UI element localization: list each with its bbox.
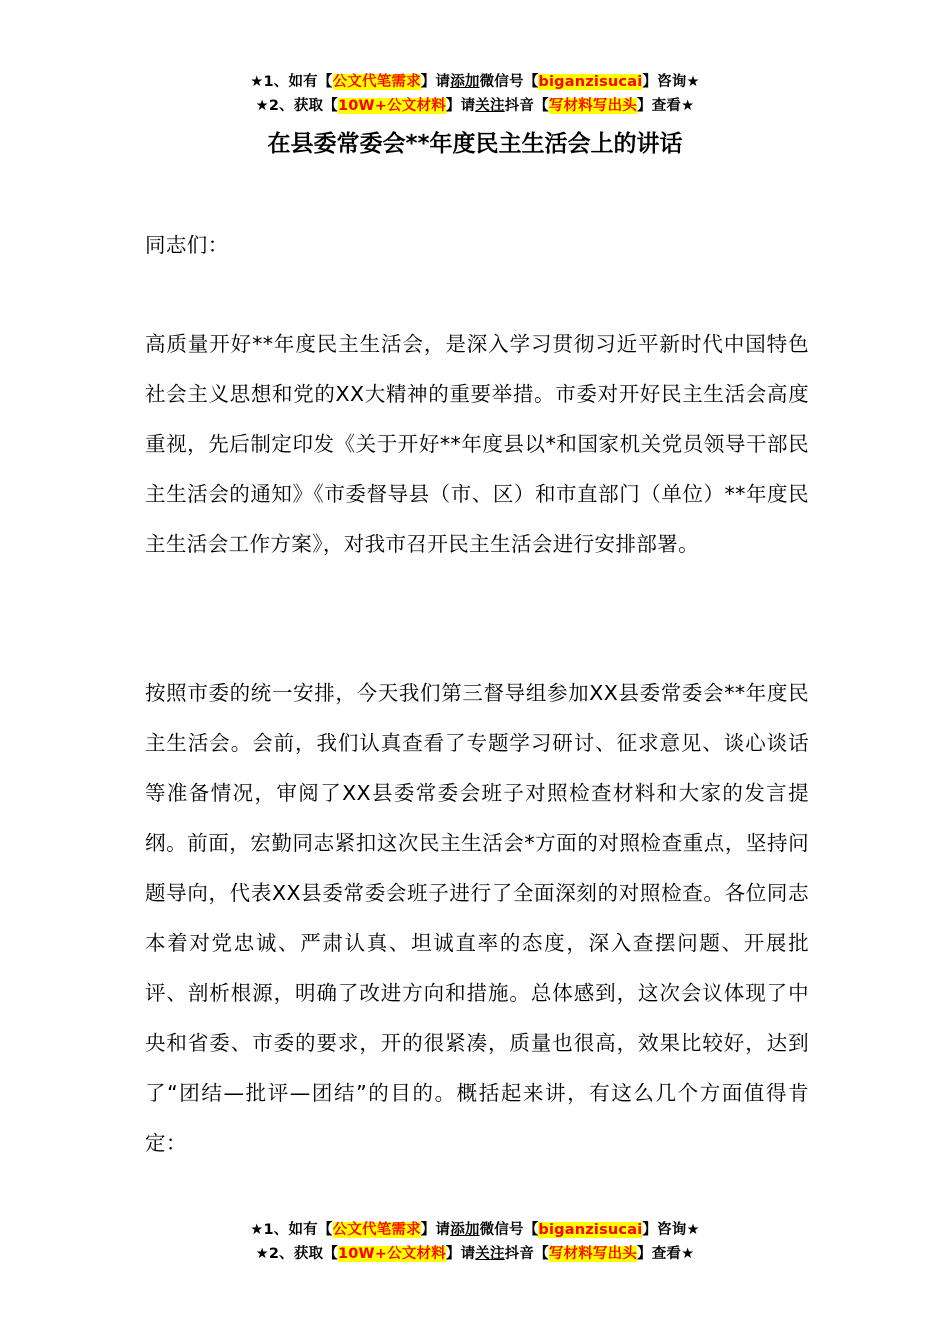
promo-text: ★2、获取【 [255,98,338,114]
promo-text: 】请 [445,98,476,114]
promo-text: 微信号【 [479,1222,539,1238]
promo-text: 抖音【 [504,1246,549,1262]
promo-line-2 [0,1242,950,1266]
promo-highlight: 10W+公文材料 [337,98,446,114]
promo-highlight: 10W+公文材料 [337,1246,446,1262]
promo-underline: 添加 [450,74,480,90]
paragraph-text: 按照市委的统一安排，今天我们第三督导组参加XX县委常委会**年度民主生活会。会前，我们认真查看了专题学习研讨、征求意见、谈心谈话等准备情况，审阅了XX县委常委会班子对照检查材料和大家的发言提纲。前面，宏勤同志紧扣这次民主生活会*方面的对照检查重点，坚持问题导向，代表XX县委常委会班子进行了全面深刻的对照检查。各位同志本着对党忠诚、严肃认真、坦诚直率的态度，深入查摆问题、开展批评、剖析根源，明确了改进方向和措施。总体感到，这次会议体现了中央和省委、市委的要求，开的很紧凑，质量也很高，效果比较好，达到了“团结—批评—团结”的目的。概括起来讲，有这么几个方面值得肯定： [145,681,809,1155]
promo-underline: 关注 [475,1246,505,1262]
promo-text: ★1、如有【 [250,1222,333,1238]
promo-footer [0,1218,950,1266]
promo-underline: 添加 [450,1222,480,1238]
paragraph [145,319,809,569]
promo-text: 】咨询★ [642,74,700,90]
document-title: 在县委常委会**年度民主生活会上的讲话 [267,131,683,157]
promo-highlight: 公文代笔需求 [332,1222,421,1238]
promo-highlight: 公文代笔需求 [332,74,421,90]
promo-header [0,70,950,118]
promo-line-1 [0,70,950,94]
promo-text: ★1、如有【 [250,74,333,90]
promo-text: 】咨询★ [642,1222,700,1238]
promo-text: 】请 [420,74,451,90]
promo-douyin-id: 写材料写出头 [548,1246,638,1262]
paragraph-text: 高质量开好**年度民主生活会，是深入学习贯彻习近平新时代中国特色社会主义思想和党的XX大精神的重要举措。市委对开好民主生活会高度重视，先后制定印发《关于开好**年度县以*和国家机关党员领导干部民主生活会的通知》《市委督导县（市、区）和市直部门（单位）**年度民主生活会工作方案》，对我市召开民主生活会进行安排部署。 [145,332,809,556]
promo-text: 】查看★ [637,98,695,114]
promo-text: 】查看★ [637,1246,695,1262]
promo-line-1 [0,1218,950,1242]
promo-line-2 [0,94,950,118]
promo-text: 】请 [445,1246,476,1262]
paragraph [145,668,809,1168]
promo-text: 微信号【 [479,74,539,90]
promo-underline: 关注 [475,98,505,114]
promo-wechat-id: biganzisucai [538,1222,643,1238]
promo-douyin-id: 写材料写出头 [548,98,638,114]
promo-text: 抖音【 [504,98,549,114]
promo-text: ★2、获取【 [255,1246,338,1262]
promo-text: 】请 [420,1222,451,1238]
promo-wechat-id: biganzisucai [538,74,643,90]
greeting-text: 同志们： [145,233,229,257]
greeting [145,220,809,270]
